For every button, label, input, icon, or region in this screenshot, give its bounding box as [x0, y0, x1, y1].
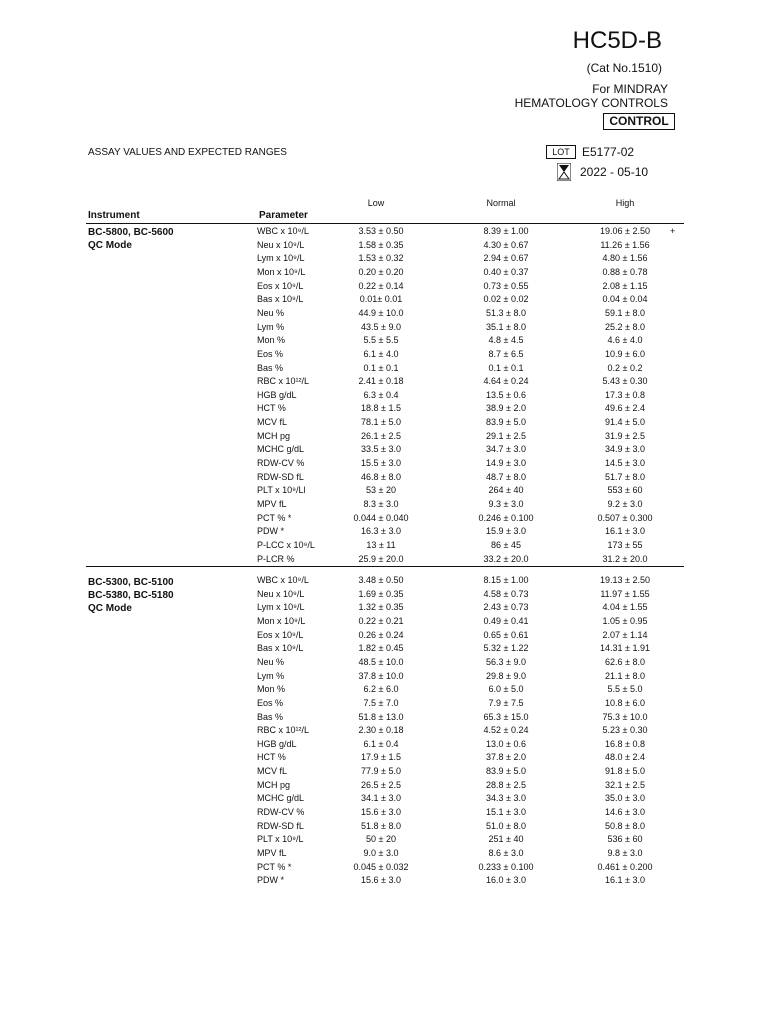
table-row	[0, 574, 768, 588]
normal-value-cell: 0.73 ± 0.55	[483, 280, 529, 291]
parameter-cell: Mon x 10⁹/L	[257, 615, 306, 626]
normal-value-cell: 35.1 ± 8.0	[486, 321, 526, 332]
high-value-cell: 0.461 ± 0.200	[597, 861, 653, 872]
table-row	[0, 307, 768, 321]
normal-value-cell: 65.3 ± 15.0	[483, 711, 529, 722]
normal-value-cell: 0.02 ± 0.02	[483, 294, 529, 305]
normal-value-cell: 0.65 ± 0.61	[483, 629, 529, 640]
low-value-cell: 2.30 ± 0.18	[358, 725, 404, 736]
table-row	[0, 615, 768, 629]
high-value-cell: 10.9 ± 6.0	[605, 348, 645, 359]
table-row	[0, 293, 768, 307]
parameter-cell: HCT %	[257, 752, 286, 763]
high-value-cell: 62.6 ± 8.0	[605, 656, 645, 667]
high-value-cell: 11.26 ± 1.56	[600, 239, 650, 250]
normal-value-cell: 29.8 ± 9.0	[486, 670, 526, 681]
table-row	[0, 738, 768, 752]
parameter-cell: Neu %	[257, 307, 285, 318]
normal-value-cell: 6.0 ± 5.0	[488, 684, 524, 695]
table-row	[0, 402, 768, 416]
table-row	[0, 416, 768, 430]
table-row	[0, 348, 768, 362]
low-value-cell: 15.5 ± 3.0	[361, 458, 401, 469]
document-title: HC5D-B	[572, 27, 662, 54]
table-row	[0, 806, 768, 820]
normal-value-cell: 83.9 ± 5.0	[486, 766, 526, 777]
normal-value-cell: 8.6 ± 3.0	[488, 848, 524, 858]
table-row	[0, 553, 768, 567]
normal-value-cell: 51.3 ± 8.0	[486, 307, 526, 318]
high-value-cell: 9.2 ± 3.0	[607, 499, 643, 509]
table-row	[0, 861, 768, 875]
column-header-normal: Normal	[486, 198, 516, 208]
parameter-cell: Neu %	[257, 656, 285, 667]
low-value-cell: 15.6 ± 3.0	[361, 875, 401, 886]
parameter-cell: MCH pg	[257, 779, 291, 790]
parameter-cell: PLT x 10⁹/L	[257, 834, 304, 845]
low-value-cell: 3.53 ± 0.50	[358, 226, 404, 236]
parameter-cell: Lym x 10⁹/L	[257, 253, 305, 264]
low-value-cell: 77.9 ± 5.0	[361, 766, 401, 777]
parameter-cell: Bas %	[257, 711, 284, 722]
low-value-cell: 6.3 ± 0.4	[363, 389, 399, 400]
parameter-cell: Eos x 10⁹/L	[257, 280, 304, 291]
normal-value-cell: 4.52 ± 0.24	[483, 725, 529, 736]
parameter-cell: MCHC g/dL	[257, 444, 305, 455]
table-row	[0, 334, 768, 348]
parameter-cell: Lym %	[257, 670, 285, 681]
table-row	[0, 629, 768, 643]
low-value-cell: 44.9 ± 10.0	[358, 307, 404, 318]
header-divider	[86, 223, 684, 224]
instrument-line: BC-5380, BC-5180	[88, 590, 174, 601]
parameter-cell: WBC x 10⁹/L	[257, 226, 309, 236]
instrument-line: BC-5300, BC-5100	[88, 577, 174, 588]
high-value-cell: 1.05 ± 0.95	[602, 615, 648, 626]
control-label: CONTROL	[603, 113, 675, 130]
assay-title: ASSAY VALUES AND EXPECTED RANGES	[88, 147, 287, 158]
table-row	[0, 443, 768, 457]
low-value-cell: 6.2 ± 6.0	[363, 684, 399, 695]
column-header-high: High	[615, 198, 635, 208]
high-value-cell: 34.9 ± 3.0	[605, 444, 645, 455]
parameter-cell: P-LCC x 10⁹/L	[257, 539, 315, 550]
low-value-cell: 16.3 ± 3.0	[361, 526, 401, 537]
product-line-1: For MINDRAY	[592, 82, 668, 96]
normal-value-cell: 34.7 ± 3.0	[486, 444, 526, 455]
low-value-cell: 18.8 ± 1.5	[361, 403, 401, 414]
low-value-cell: 0.044 ± 0.040	[353, 512, 409, 523]
high-value-cell: 31.9 ± 2.5	[605, 430, 645, 441]
parameter-cell: PLT x 10⁹/Ll	[257, 485, 306, 496]
high-value-cell: 5.5 ± 5.0	[607, 684, 643, 695]
low-value-cell: 51.8 ± 13.0	[358, 711, 404, 722]
parameter-cell: WBC x 10⁹/L	[257, 575, 309, 585]
table-row	[0, 820, 768, 834]
normal-value-cell: 2.94 ± 0.67	[483, 253, 529, 264]
high-value-cell: 48.0 ± 2.4	[605, 752, 645, 763]
low-value-cell: 13 ± 11	[366, 539, 396, 550]
normal-value-cell: 15.1 ± 3.0	[486, 807, 526, 818]
product-line-2: HEMATOLOGY CONTROLS	[514, 96, 668, 110]
low-value-cell: 0.20 ± 0.20	[358, 266, 404, 277]
normal-value-cell: 14.9 ± 3.0	[486, 458, 526, 469]
table-row	[0, 525, 768, 539]
parameter-cell: Mon %	[257, 684, 286, 695]
low-value-cell: 1.32 ± 0.35	[358, 602, 404, 613]
table-row	[0, 601, 768, 615]
table-row	[0, 751, 768, 765]
parameter-cell: HCT %	[257, 403, 286, 414]
normal-value-cell: 0.40 ± 0.37	[483, 266, 529, 277]
normal-value-cell: 37.8 ± 2.0	[486, 752, 526, 763]
normal-value-cell: 13.0 ± 0.6	[486, 738, 526, 749]
high-value-cell: 11.97 ± 1.55	[600, 588, 650, 599]
high-value-cell: 4.04 ± 1.55	[602, 602, 648, 613]
high-value-cell: 59.1 ± 8.0	[605, 307, 645, 318]
parameter-cell: RBC x 10¹²/L	[257, 725, 310, 736]
high-value-cell: 32.1 ± 2.5	[605, 779, 645, 790]
high-value-cell: 0.507 ± 0.300	[597, 512, 653, 523]
parameter-cell: Mon x 10⁹/L	[257, 266, 306, 277]
lot-number: E5177-02	[582, 145, 635, 159]
normal-value-cell: 51.0 ± 8.0	[486, 820, 526, 831]
low-value-cell: 26.5 ± 2.5	[361, 779, 401, 790]
table-row	[0, 484, 768, 498]
parameter-cell: HGB g/dL	[257, 738, 297, 749]
low-value-cell: 26.1 ± 2.5	[361, 430, 401, 441]
parameter-cell: Eos x 10⁹/L	[257, 629, 304, 640]
table-row	[0, 266, 768, 280]
parameter-cell: PDW *	[257, 875, 284, 886]
normal-value-cell: 83.9 ± 5.0	[486, 417, 526, 428]
high-value-cell: 35.0 ± 3.0	[605, 793, 645, 804]
low-value-cell: 9.0 ± 3.0	[363, 848, 399, 858]
revision-mark: +	[670, 226, 676, 236]
parameter-cell: RDW-CV %	[257, 807, 305, 818]
table-row	[0, 239, 768, 253]
parameter-cell: Eos %	[257, 348, 284, 359]
high-value-cell: 19.06 ± 2.50	[600, 226, 650, 236]
low-value-cell: 3.48 ± 0.50	[358, 575, 404, 585]
table-row	[0, 697, 768, 711]
high-value-cell: 10.8 ± 6.0	[605, 697, 645, 708]
parameter-cell: Lym %	[257, 321, 285, 332]
normal-value-cell: 29.1 ± 2.5	[486, 430, 526, 441]
parameter-cell: PDW *	[257, 526, 284, 537]
normal-value-cell: 264 ± 40	[488, 485, 524, 496]
high-value-cell: 25.2 ± 8.0	[605, 321, 645, 332]
normal-value-cell: 0.1 ± 0.1	[488, 362, 524, 373]
low-value-cell: 15.6 ± 3.0	[361, 807, 401, 818]
normal-value-cell: 2.43 ± 0.73	[483, 602, 529, 613]
lot-label: LOT	[546, 145, 576, 159]
high-value-cell: 16.1 ± 3.0	[605, 875, 645, 886]
table-row	[0, 656, 768, 670]
normal-value-cell: 4.8 ± 4.5	[488, 335, 524, 346]
table-row	[0, 375, 768, 389]
high-value-cell: 14.5 ± 3.0	[605, 458, 645, 469]
table-row	[0, 670, 768, 684]
low-value-cell: 1.69 ± 0.35	[358, 588, 404, 599]
high-value-cell: 50.8 ± 8.0	[605, 820, 645, 831]
table-row	[0, 539, 768, 553]
low-value-cell: 37.8 ± 10.0	[358, 670, 404, 681]
high-value-cell: 51.7 ± 8.0	[605, 471, 645, 482]
column-header-parameter: Parameter	[259, 210, 308, 221]
low-value-cell: 2.41 ± 0.18	[358, 376, 404, 387]
parameter-cell: Mon %	[257, 335, 286, 346]
table-row	[0, 280, 768, 294]
instrument-line: BC-5800, BC-5600	[88, 227, 174, 238]
parameter-cell: RDW-SD fL	[257, 820, 304, 831]
table-row	[0, 321, 768, 335]
low-value-cell: 53 ± 20	[366, 485, 396, 496]
high-value-cell: 14.31 ± 1.91	[600, 643, 650, 654]
low-value-cell: 25.9 ± 20.0	[358, 553, 404, 564]
table-row	[0, 833, 768, 847]
high-value-cell: 536 ± 60	[607, 834, 643, 845]
high-value-cell: 14.6 ± 3.0	[605, 807, 645, 818]
table-row	[0, 765, 768, 779]
high-value-cell: 5.23 ± 0.30	[602, 725, 648, 736]
table-row	[0, 498, 768, 512]
high-value-cell: 4.6 ± 4.0	[607, 335, 643, 346]
low-value-cell: 43.5 ± 9.0	[361, 321, 401, 332]
low-value-cell: 7.5 ± 7.0	[363, 697, 399, 708]
parameter-cell: Bas x 10⁹/L	[257, 643, 304, 654]
high-value-cell: 17.3 ± 0.8	[605, 389, 645, 400]
low-value-cell: 8.3 ± 3.0	[363, 499, 399, 509]
column-header-low: Low	[367, 198, 385, 208]
expiry-date: 2022 - 05-10	[580, 165, 649, 179]
normal-value-cell: 34.3 ± 3.0	[486, 793, 526, 804]
catalog-number: (Cat No.1510)	[586, 61, 662, 75]
low-value-cell: 6.1 ± 0.4	[363, 738, 399, 749]
normal-value-cell: 28.8 ± 2.5	[486, 779, 526, 790]
table-row	[0, 362, 768, 376]
low-value-cell: 0.1 ± 0.1	[363, 362, 399, 373]
product-line	[515, 82, 668, 110]
high-value-cell: 16.1 ± 3.0	[605, 526, 645, 537]
parameter-cell: MCV fL	[257, 417, 288, 428]
high-value-cell: 0.88 ± 0.78	[602, 266, 648, 277]
parameter-cell: Neu x 10⁹/L	[257, 588, 305, 599]
table-row	[0, 724, 768, 738]
high-value-cell: 173 ± 55	[607, 539, 643, 550]
normal-value-cell: 33.2 ± 20.0	[483, 553, 529, 564]
parameter-cell: RBC x 10¹²/L	[257, 376, 310, 387]
parameter-cell: PCT % *	[257, 861, 292, 872]
parameter-cell: Neu x 10⁹/L	[257, 239, 305, 250]
high-value-cell: 91.4 ± 5.0	[605, 417, 645, 428]
parameter-cell: MCV fL	[257, 766, 288, 777]
parameter-cell: RDW-SD fL	[257, 471, 304, 482]
normal-value-cell: 8.7 ± 6.5	[488, 348, 524, 359]
low-value-cell: 0.045 ± 0.032	[353, 861, 409, 872]
normal-value-cell: 4.30 ± 0.67	[483, 239, 529, 250]
instrument-line: QC Mode	[88, 240, 132, 251]
table-row	[0, 588, 768, 602]
low-value-cell: 33.5 ± 3.0	[361, 444, 401, 455]
table-row	[0, 512, 768, 526]
high-value-cell: 31.2 ± 20.0	[602, 553, 648, 564]
parameter-cell: Bas %	[257, 362, 284, 373]
parameter-cell: Bas x 10⁹/L	[257, 294, 304, 305]
parameter-cell: RDW-CV %	[257, 458, 305, 469]
low-value-cell: 0.01± 0.01	[359, 294, 403, 305]
normal-value-cell: 5.32 ± 1.22	[483, 643, 529, 654]
low-value-cell: 1.53 ± 0.32	[358, 253, 404, 264]
table-row	[0, 711, 768, 725]
normal-value-cell: 56.3 ± 9.0	[486, 656, 526, 667]
parameter-cell: MCHC g/dL	[257, 793, 305, 804]
normal-value-cell: 7.9 ± 7.5	[488, 697, 524, 708]
parameter-cell: MPV fL	[257, 499, 287, 509]
column-header-instrument: Instrument	[88, 210, 140, 221]
parameter-cell: Lym x 10⁹/L	[257, 602, 305, 613]
high-value-cell: 19.13 ± 2.50	[600, 575, 650, 585]
normal-value-cell: 8.39 ± 1.00	[483, 226, 529, 236]
parameter-cell: PCT % *	[257, 512, 292, 523]
high-value-cell: 0.2 ± 0.2	[607, 362, 643, 373]
low-value-cell: 0.26 ± 0.24	[358, 629, 404, 640]
low-value-cell: 17.9 ± 1.5	[361, 752, 401, 763]
table-row	[0, 847, 768, 861]
high-value-cell: 0.04 ± 0.04	[602, 294, 648, 305]
low-value-cell: 1.82 ± 0.45	[358, 643, 404, 654]
low-value-cell: 51.8 ± 8.0	[361, 820, 401, 831]
normal-value-cell: 4.64 ± 0.24	[483, 376, 529, 387]
high-value-cell: 5.43 ± 0.30	[602, 376, 648, 387]
table-row	[0, 779, 768, 793]
parameter-cell: MCH pg	[257, 430, 291, 441]
low-value-cell: 5.5 ± 5.5	[363, 335, 399, 346]
parameter-cell: Eos %	[257, 697, 284, 708]
instrument-line: QC Mode	[88, 603, 132, 614]
low-value-cell: 34.1 ± 3.0	[361, 793, 401, 804]
high-value-cell: 2.08 ± 1.15	[602, 280, 648, 291]
normal-value-cell: 38.9 ± 2.0	[486, 403, 526, 414]
table-row	[0, 252, 768, 266]
low-value-cell: 48.5 ± 10.0	[358, 656, 404, 667]
table-row	[0, 683, 768, 697]
high-value-cell: 91.8 ± 5.0	[605, 766, 645, 777]
normal-value-cell: 13.5 ± 0.6	[486, 389, 526, 400]
hourglass-icon	[557, 163, 571, 181]
normal-value-cell: 0.49 ± 0.41	[483, 615, 529, 626]
normal-value-cell: 4.58 ± 0.73	[483, 588, 529, 599]
high-value-cell: 16.8 ± 0.8	[605, 738, 645, 749]
low-value-cell: 1.58 ± 0.35	[358, 239, 404, 250]
parameter-cell: MPV fL	[257, 848, 287, 858]
table-row	[0, 225, 768, 239]
high-value-cell: 553 ± 60	[607, 485, 643, 496]
normal-value-cell: 0.246 ± 0.100	[478, 512, 534, 523]
low-value-cell: 50 ± 20	[366, 834, 396, 845]
high-value-cell: 2.07 ± 1.14	[602, 629, 648, 640]
table-row	[0, 642, 768, 656]
table-row	[0, 389, 768, 403]
low-value-cell: 0.22 ± 0.21	[358, 615, 404, 626]
high-value-cell: 21.1 ± 8.0	[605, 670, 645, 681]
high-value-cell: 4.80 ± 1.56	[602, 253, 648, 264]
normal-value-cell: 15.9 ± 3.0	[486, 526, 526, 537]
normal-value-cell: 16.0 ± 3.0	[486, 875, 526, 886]
normal-value-cell: 0.233 ± 0.100	[478, 861, 534, 872]
table-row	[0, 430, 768, 444]
normal-value-cell: 8.15 ± 1.00	[483, 575, 529, 585]
low-value-cell: 0.22 ± 0.14	[358, 280, 404, 291]
table-row	[0, 457, 768, 471]
normal-value-cell: 251 ± 40	[488, 834, 524, 845]
normal-value-cell: 9.3 ± 3.0	[488, 499, 524, 509]
low-value-cell: 78.1 ± 5.0	[361, 417, 401, 428]
table-row	[0, 874, 768, 888]
normal-value-cell: 48.7 ± 8.0	[486, 471, 526, 482]
parameter-cell: HGB g/dL	[257, 389, 297, 400]
parameter-cell: P-LCR %	[257, 553, 295, 564]
low-value-cell: 46.8 ± 8.0	[361, 471, 401, 482]
low-value-cell: 6.1 ± 4.0	[363, 348, 399, 359]
high-value-cell: 9.8 ± 3.0	[607, 848, 643, 858]
table-row	[0, 471, 768, 485]
high-value-cell: 75.3 ± 10.0	[602, 711, 648, 722]
table-row	[0, 792, 768, 806]
normal-value-cell: 86 ± 45	[491, 539, 521, 550]
high-value-cell: 49.6 ± 2.4	[605, 403, 645, 414]
